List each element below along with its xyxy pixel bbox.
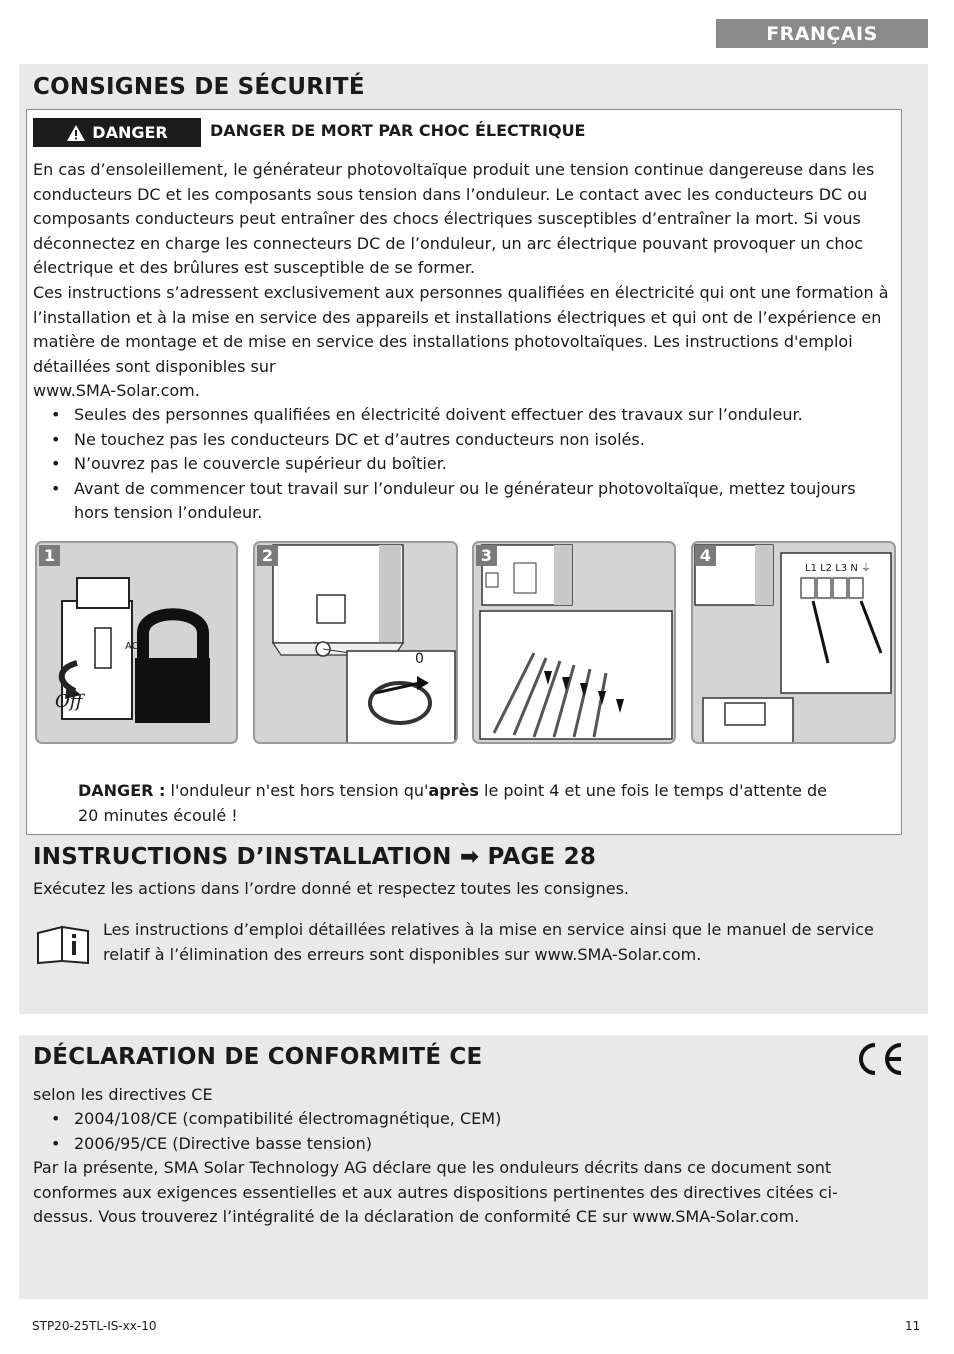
figure-number: 1 xyxy=(39,545,60,566)
figure-number: 4 xyxy=(695,545,716,566)
figure-2-dc-switch xyxy=(253,541,458,744)
safety-bullet: • Seules des personnes qualifiées en électricité doivent effectuer des travaux sur l’onduleur. xyxy=(33,403,873,428)
figure-4-voltage-check xyxy=(691,541,896,744)
declaration-intro: selon les directives CE xyxy=(33,1085,213,1104)
dc-switch-illustration xyxy=(255,543,458,744)
danger-note-text: l'onduleur n'est hors tension qu' xyxy=(165,781,429,800)
off-label: Off xyxy=(55,691,83,712)
danger-note xyxy=(78,779,838,828)
website-text: www.SMA-Solar.com. xyxy=(33,381,200,400)
info-text: Les instructions d’emploi détaillées relatives à la mise en service ainsi que le manuel de service relatif à l’élimination des erreurs sont disponibles sur www.SMA-Solar.com. xyxy=(103,920,874,964)
danger-paragraph-2: Ces instructions s’adressent exclusivement aux personnes qualifiées en électricité qui ont une formation à l’installation et à la mise en service des appareils et installations électriques et qui ont de l’expérience en matière de montage et de mise en service des installations photovoltaïques. Les instructions d'emploi détaillées sont disponibles sur xyxy=(33,283,889,376)
danger-note-text: le point 4 et une fois le temps d'attente de 20 minutes écoulé ! xyxy=(78,781,828,825)
directive-item: • 2004/108/CE (compatibilité électromagnétique, CEM) xyxy=(33,1107,873,1132)
declaration-body: Par la présente, SMA Solar Technology AG déclare que les onduleurs décrits dans ce document sont conformes aux exigences essentielles et aux autres dispositions pertinentes des directives citées ci-dessus. Vous trouverez l’intégralité de la déclaration de conformité CE sur www.SMA-Solar.com. xyxy=(33,1158,838,1227)
figure-3-dc-connectors xyxy=(472,541,676,744)
dc-connectors-illustration xyxy=(474,543,676,744)
danger-badge-label: DANGER xyxy=(92,123,168,142)
zero-position-label: 0 xyxy=(415,651,424,667)
danger-note-emphasis: après xyxy=(428,781,479,800)
figure-1-ac-disconnect xyxy=(35,541,238,744)
danger-note-label: DANGER : xyxy=(78,781,166,800)
safety-bullet: • Ne touchez pas les conducteurs DC et d’autres conducteurs non isolés. xyxy=(33,428,873,453)
safety-heading: CONSIGNES DE SÉCURITÉ xyxy=(33,74,365,100)
danger-badge xyxy=(33,118,201,147)
danger-paragraph-1: En cas d’ensoleillement, le générateur photovoltaïque produit une tension continue dangereuse dans les conducteurs DC et les composants sous tension dans l’onduleur. Le contact avec les conducteurs DC ou composants conducteurs peut entraîner des chocs électriques susceptibles d’entraîner la mort. Si vous déconnectez en charge les connecteurs DC de l’onduleur, un arc électrique pouvant provoquer un choc électrique et des brûlures est susceptible de se former. xyxy=(33,160,875,278)
installation-heading: INSTRUCTIONS D’INSTALLATION ➡ PAGE 28 xyxy=(33,844,597,870)
declaration-heading: DÉCLARATION DE CONFORMITÉ CE xyxy=(33,1044,483,1070)
ac-label: AC xyxy=(125,641,139,652)
figure-number: 3 xyxy=(476,545,497,566)
warning-triangle-icon xyxy=(66,124,86,142)
manual-book-icon xyxy=(36,925,92,965)
directive-item: • 2006/95/CE (Directive basse tension) xyxy=(33,1132,873,1157)
figure-number: 2 xyxy=(257,545,278,566)
document-code: STP20-25TL-IS-xx-10 xyxy=(32,1319,157,1333)
directive-list xyxy=(33,1107,873,1156)
page-number: 11 xyxy=(905,1319,921,1333)
terminals-label: L1 L2 L3 N ⏚ xyxy=(805,563,871,574)
ce-mark-icon xyxy=(855,1041,905,1077)
language-tab: FRANÇAIS xyxy=(716,19,928,48)
danger-title: DANGER DE MORT PAR CHOC ÉLECTRIQUE xyxy=(210,121,586,140)
safety-bullet: • N’ouvrez pas le couvercle supérieur du boîtier. xyxy=(33,452,873,477)
installation-intro: Exécutez les actions dans l’ordre donné et respectez toutes les consignes. xyxy=(33,879,629,898)
safety-bullet: • Avant de commencer tout travail sur l’onduleur ou le générateur photovoltaïque, mettez toujours hors tension l’onduleur. xyxy=(33,477,873,526)
safety-bullet-list xyxy=(33,403,873,526)
